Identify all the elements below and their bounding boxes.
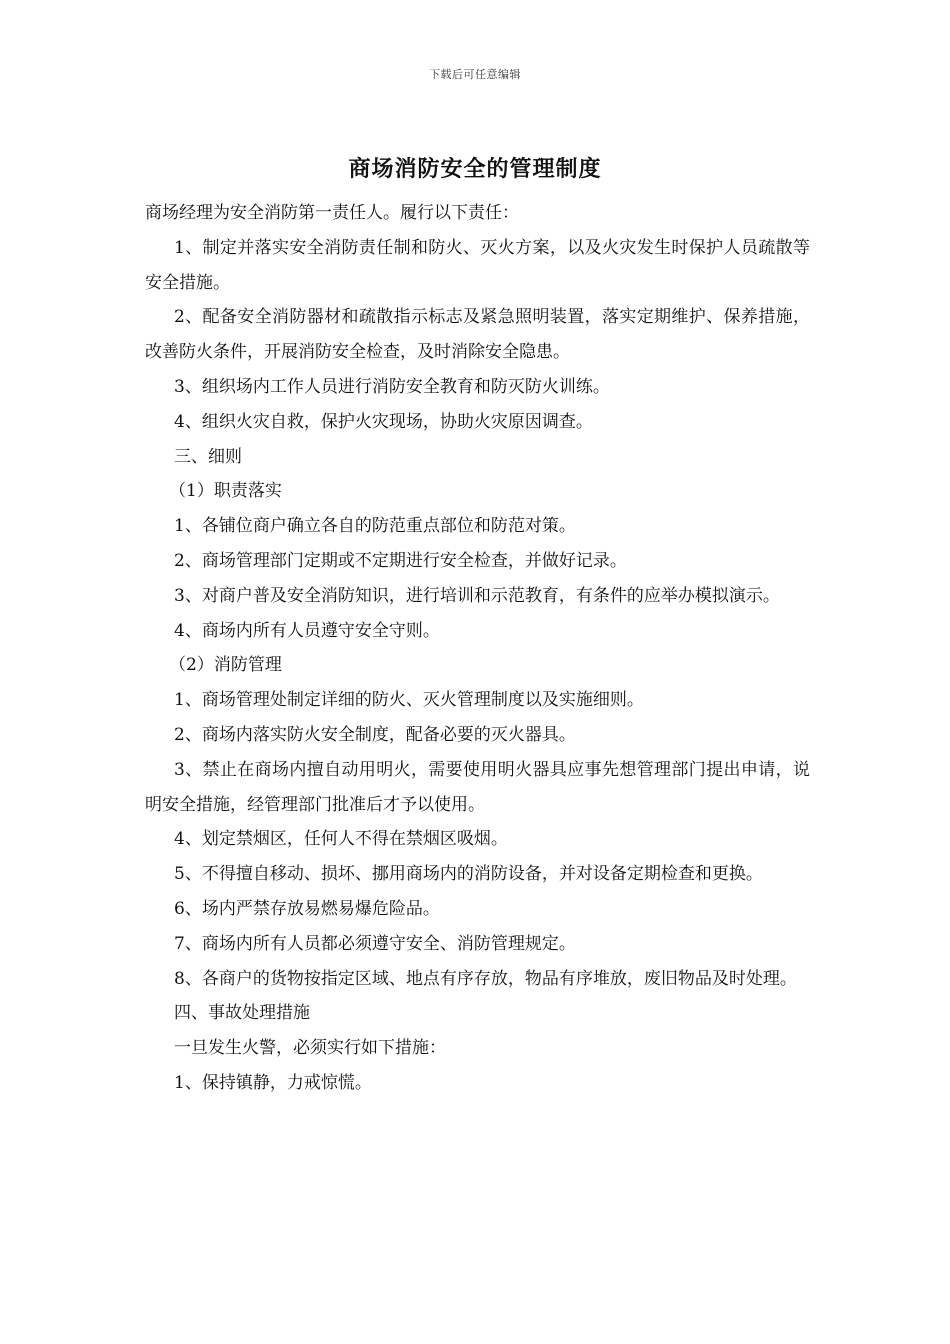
paragraph: 7、商场内所有人员都必须遵守安全、消防管理规定。 xyxy=(174,933,576,954)
paragraph: （2）消防管理 xyxy=(169,655,282,676)
paragraph: 8、各商户的货物按指定区域、地点有序存放，物品有序堆放，废旧物品及时处理。 xyxy=(174,968,797,989)
paragraph: 6、场内严禁存放易燃易爆危险品。 xyxy=(174,898,440,919)
paragraph: 5、不得擅自移动、损坏、挪用商场内的消防设备，并对设备定期检查和更换。 xyxy=(174,864,763,885)
paragraph: 4、划定禁烟区，任何人不得在禁烟区吸烟。 xyxy=(174,829,508,850)
paragraph: 2、配备安全消防器材和疏散指示标志及紧急照明装置，落实定期维护、保养措施，改善防火条件，开展消防安全检查，及时消除安全隐患。 xyxy=(145,307,810,363)
header-note: 下载后可任意编辑 xyxy=(429,68,521,81)
paragraph: 4、商场内所有人员遵守安全守则。 xyxy=(174,620,440,641)
paragraph: 1、商场管理处制定详细的防火、灭火管理制度以及实施细则。 xyxy=(174,690,644,711)
paragraph: 一旦发生火警，必须实行如下措施： xyxy=(174,1038,446,1059)
paragraph: 3、禁止在商场内擅自动用明火，需要使用明火器具应事先想管理部门提出申请，说明安全措施，经管理部门批准后才予以使用。 xyxy=(145,759,810,815)
paragraph: 2、商场管理部门定期或不定期进行安全检查，并做好记录。 xyxy=(174,550,627,571)
paragraph: （1）职责落实 xyxy=(169,481,282,502)
document-body xyxy=(145,196,810,1101)
paragraph: 3、组织场内工作人员进行消防安全教育和防灭防火训练。 xyxy=(174,376,610,397)
paragraph: 1、保持镇静，力戒惊慌。 xyxy=(174,1072,372,1093)
paragraph: 1、各铺位商户确立各自的防范重点部位和防范对策。 xyxy=(174,516,576,537)
paragraph: 1、制定并落实安全消防责任制和防火、灭火方案，以及火灾发生时保护人员疏散等安全措施。 xyxy=(145,237,810,293)
paragraph: 3、对商户普及安全消防知识，进行培训和示范教育，有条件的应举办模拟演示。 xyxy=(174,585,780,606)
paragraph: 四、事故处理措施 xyxy=(174,1003,310,1024)
paragraph: 2、商场内落实防火安全制度，配备必要的灭火器具。 xyxy=(174,724,576,745)
paragraph: 商场经理为安全消防第一责任人。履行以下责任： xyxy=(145,203,519,223)
paragraph: 三、细则 xyxy=(174,446,242,467)
document-title: 商场消防安全的管理制度 xyxy=(348,156,602,182)
paragraph: 4、组织火灾自救，保护火灾现场，协助火灾原因调查。 xyxy=(174,411,593,432)
